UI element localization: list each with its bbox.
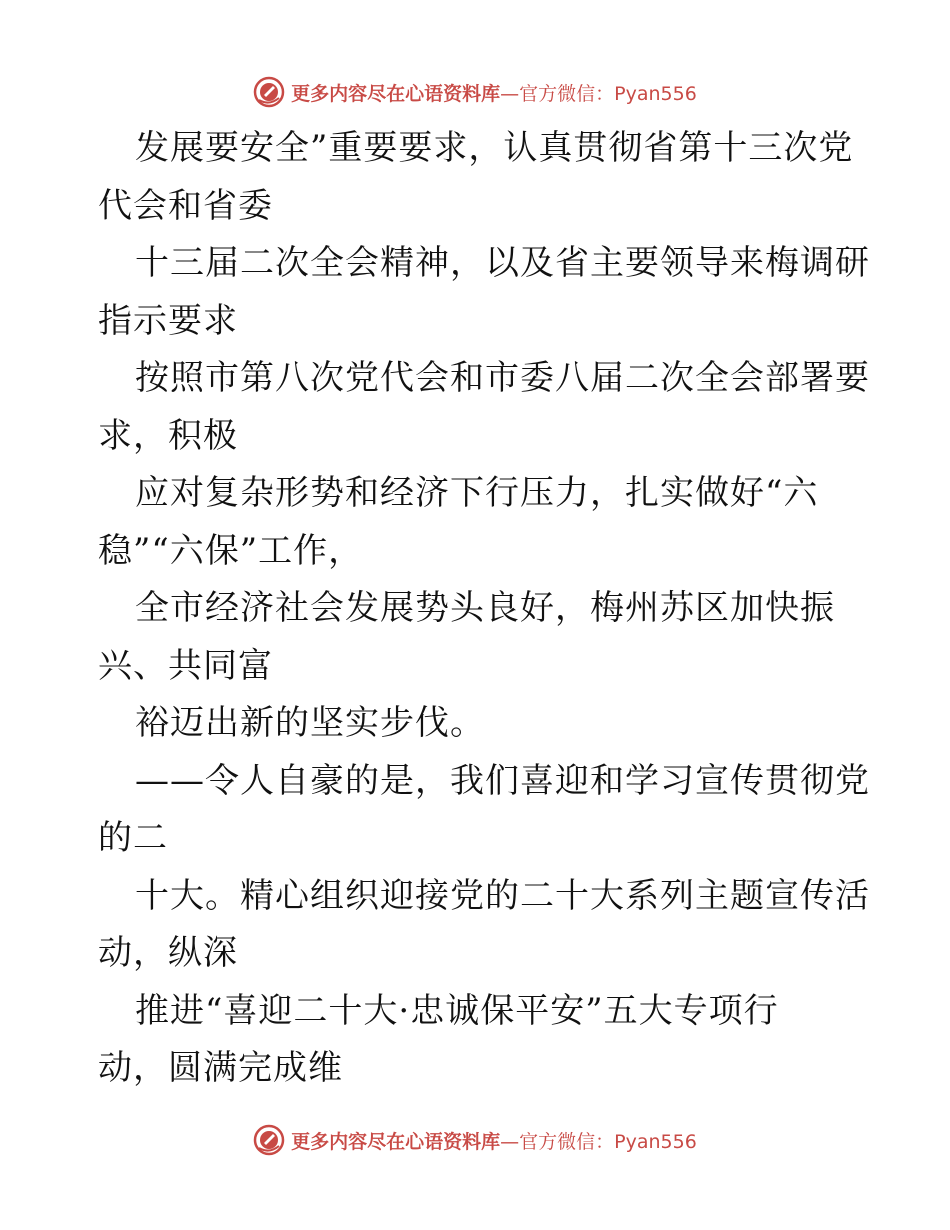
header-dash: — — [500, 82, 520, 105]
body-line-3: 十三届二次全会精神，以及省主要领导来梅调研 — [135, 243, 870, 283]
body-line-13: 的二 — [98, 818, 168, 858]
body-line-5: 按照市第八次党代会和市委八届二次全会部署要 — [135, 358, 870, 398]
body-line-9: 全市经济社会发展势头良好，梅州苏区加快振 — [135, 588, 835, 628]
body-line-8: 稳”“六保”工作， — [98, 530, 364, 571]
header-brand-text: 更多内容尽在心语资料库 — [291, 82, 501, 105]
header-wechat-text: 官方微信：Pyan556 — [519, 82, 697, 105]
circular-seal-logo-icon — [253, 76, 285, 108]
body-line-6: 求，积极 — [98, 415, 238, 456]
body-line-16: 推进“喜迎二十大·忠诚保平安”五大专项行 — [135, 990, 779, 1031]
body-line-10: 兴、共同富 — [98, 645, 273, 686]
body-line-14: 十大。精心组织迎接党的二十大系列主题宣传活 — [135, 875, 870, 916]
body-line-17: 动，圆满完成维 — [98, 1048, 343, 1088]
body-line-1: 发展要安全”重要要求，认真贯彻省第十三次党 — [135, 128, 854, 168]
footer-brand-text: 更多内容尽在心语资料库 — [291, 1130, 501, 1153]
footer-dash: — — [500, 1130, 520, 1153]
body-line-4: 指示要求 — [98, 300, 238, 341]
circular-seal-logo-icon — [253, 1124, 285, 1156]
body-line-12: ——令人自豪的是，我们喜迎和学习宣传贯彻党 — [135, 760, 870, 801]
footer-watermark — [0, 1120, 950, 1160]
body-line-11: 裕迈出新的坚实步伐。 — [135, 703, 485, 743]
body-line-15: 动，纵深 — [98, 933, 238, 973]
header-watermark — [0, 72, 950, 112]
document-body — [98, 120, 870, 1098]
body-line-7: 应对复杂形势和经济下行压力，扎实做好“六 — [135, 473, 819, 513]
body-line-2: 代会和省委 — [98, 185, 273, 226]
footer-wechat-text: 官方微信：Pyan556 — [519, 1130, 697, 1153]
